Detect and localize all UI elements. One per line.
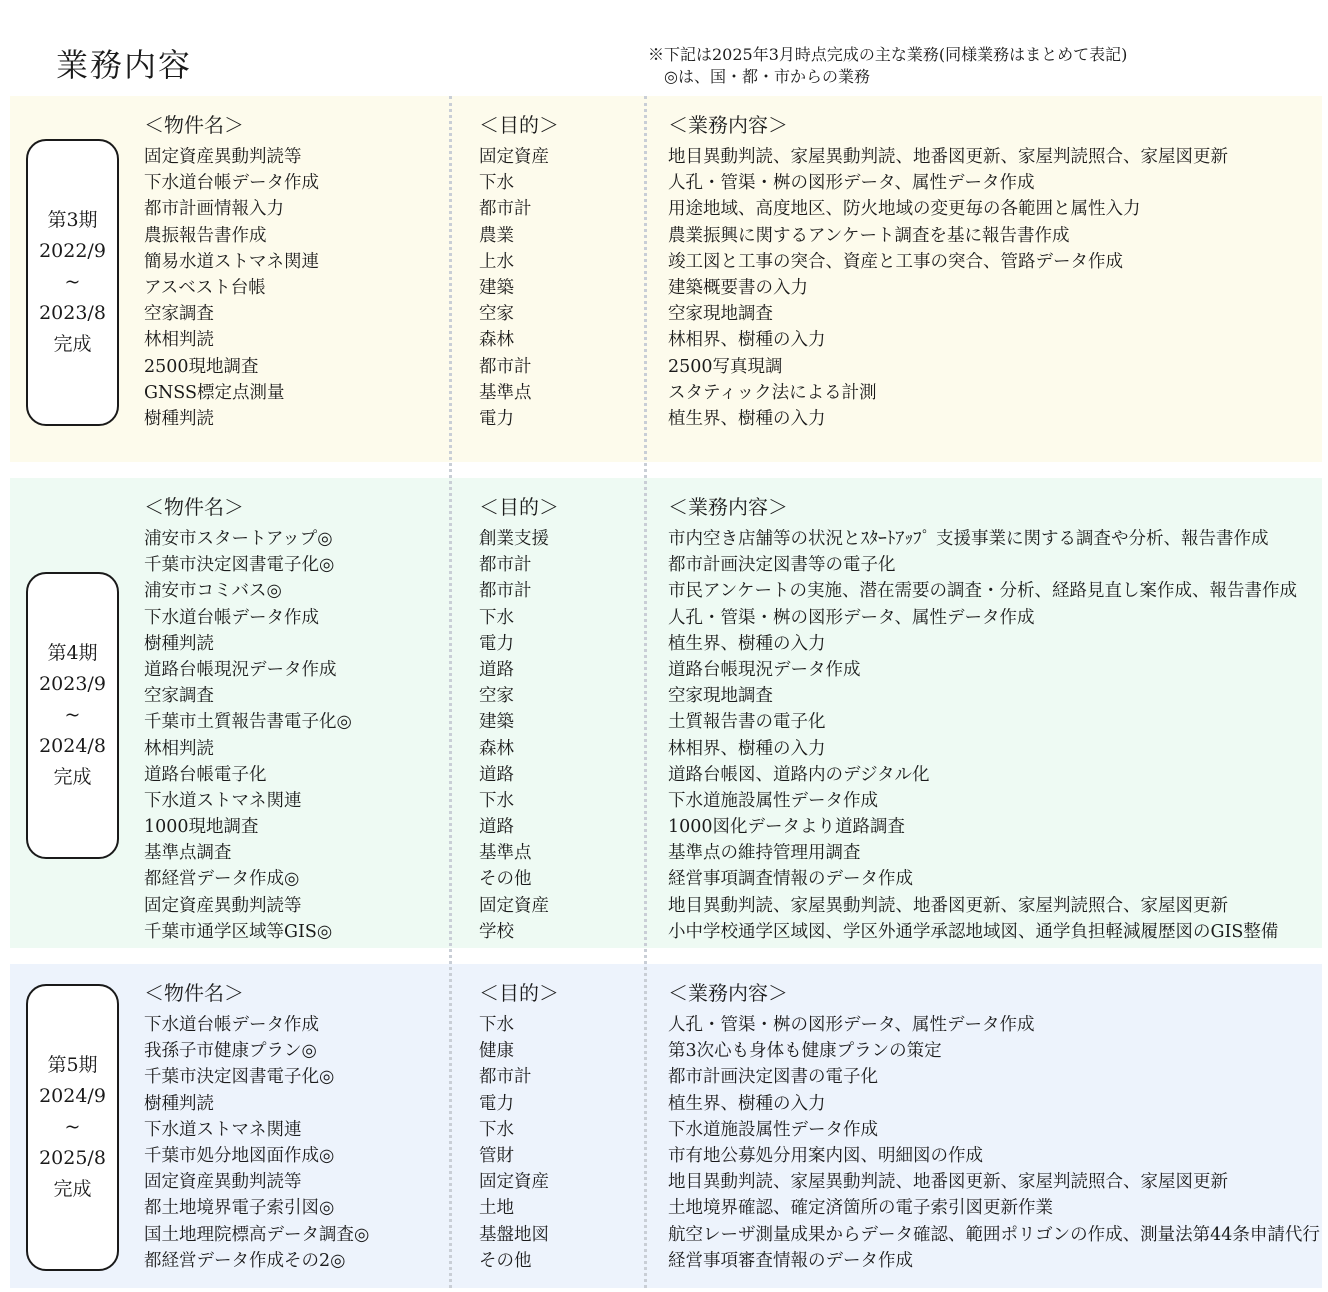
project-content: 植生界、樹種の入力 — [668, 408, 826, 429]
project-purpose: 管財 — [479, 1145, 514, 1166]
project-content: 建築概要書の入力 — [668, 277, 808, 298]
project-name: GNSS標定点測量 — [144, 382, 285, 403]
project-name: 都経営データ作成その2◎ — [144, 1250, 346, 1271]
project-purpose: 下水 — [479, 1015, 514, 1035]
project-content: 植生界、樹種の入力 — [668, 633, 826, 654]
project-name: 農振報告書作成 — [144, 225, 267, 246]
column-divider — [644, 96, 647, 1288]
page-note: ※下記は2025年3月時点完成の主な業務(同様業務はまとめて表記) ◎は、国・都・市からの業務 — [648, 45, 1128, 86]
project-name: 樹種判読 — [144, 408, 214, 429]
project-purpose: 森林 — [479, 330, 514, 351]
project-purpose: 基準点 — [479, 382, 532, 403]
project-purpose: 上水 — [479, 251, 514, 272]
period-section-5 — [10, 964, 1322, 1288]
project-content: 道路台帳現況データ作成 — [668, 659, 861, 680]
project-name: 下水道ストマネ関連 — [144, 1119, 302, 1140]
project-purpose: 道路 — [479, 659, 514, 680]
project-name: 下水道台帳データ作成 — [144, 173, 319, 194]
project-content: 市有地公募処分用案内図、明細図の作成 — [668, 1145, 983, 1166]
period-label: 第3期 2022/9 ~ 2023/8 完成 — [39, 209, 106, 355]
project-purpose: 健康 — [479, 1041, 514, 1062]
project-name: 2500現地調査 — [144, 356, 259, 377]
project-name: 千葉市決定図書電子化◎ — [144, 555, 335, 576]
purpose-list — [479, 1012, 549, 1274]
project-content: 下水道施設属性データ作成 — [668, 1119, 878, 1140]
project-purpose: 創業支援 — [479, 529, 549, 549]
project-purpose: 建築 — [479, 712, 514, 733]
project-name: 浦安市コミバス◎ — [144, 581, 282, 602]
project-content: 用途地域、高度地区、防火地域の変更毎の各範囲と属性入力 — [668, 199, 1141, 220]
project-content: 経営事項調査情報のデータ作成 — [668, 869, 913, 890]
page-title: 業務内容 — [56, 46, 193, 84]
project-name: 1000現地調査 — [144, 817, 259, 838]
project-content: 都市計画決定図書等の電子化 — [668, 555, 896, 576]
project-name: 道路台帳現況データ作成 — [144, 659, 337, 680]
project-purpose: 下水 — [479, 790, 514, 811]
project-content: 地目異動判読、家屋異動判読、地番図更新、家屋判読照合、家屋図更新 — [668, 895, 1228, 916]
project-name: 千葉市処分地図面作成◎ — [144, 1145, 335, 1166]
project-name: 浦安市スタートアップ◎ — [144, 529, 333, 549]
project-content: 市民アンケートの実施、潜在需要の調査・分析、経路見直し案作成、報告書作成 — [668, 581, 1297, 602]
project-purpose: その他 — [479, 869, 532, 890]
project-purpose: 固定資産 — [479, 1172, 549, 1193]
project-name: 基準点調査 — [144, 843, 232, 864]
project-purpose: 下水 — [479, 173, 514, 194]
project-content: 空家現地調査 — [668, 686, 773, 707]
project-content: 市内空き店舗等の状況とｽﾀｰﾄｱｯﾌﾟ 支援事業に関する調査や分析、報告書作成 — [668, 529, 1269, 549]
project-content: 第3次心も身体も健康プランの策定 — [668, 1041, 942, 1062]
project-name: 林相判読 — [144, 738, 214, 759]
project-content: 地目異動判読、家屋異動判読、地番図更新、家屋判読照合、家屋図更新 — [668, 147, 1228, 167]
content-header: ＜業務内容＞ — [668, 495, 788, 519]
period-label: 第5期 2024/9 ~ 2025/8 完成 — [39, 1054, 106, 1200]
name-list — [144, 144, 319, 432]
project-name: 下水道ストマネ関連 — [144, 790, 302, 811]
project-purpose: 空家 — [479, 686, 514, 707]
project-purpose: 森林 — [479, 738, 514, 759]
purpose-header: ＜目的＞ — [479, 113, 559, 137]
project-name: 空家調査 — [144, 304, 214, 325]
project-name: 固定資産異動判読等 — [144, 147, 302, 167]
project-content: スタティック法による計測 — [668, 382, 877, 403]
project-purpose: 農業 — [479, 225, 514, 246]
project-content: 林相界、樹種の入力 — [668, 330, 826, 351]
name-header: ＜物件名＞ — [144, 113, 244, 137]
column-divider — [449, 96, 452, 1288]
project-purpose: 土地 — [479, 1198, 514, 1219]
project-content: 下水道施設属性データ作成 — [668, 790, 878, 811]
project-content: 2500写真現調 — [668, 356, 783, 377]
project-name: 樹種判読 — [144, 633, 214, 654]
project-content: 航空レーザ測量成果からデータ確認、範囲ポリゴンの作成、測量法第44条申請代行 — [668, 1224, 1320, 1245]
project-name: 林相判読 — [144, 330, 214, 351]
purpose-list — [479, 526, 549, 945]
project-content: 林相界、樹種の入力 — [668, 738, 826, 759]
project-content: 土質報告書の電子化 — [668, 712, 826, 733]
project-purpose: 学校 — [479, 921, 514, 942]
project-name: 都土地境界電子索引図◎ — [144, 1198, 335, 1219]
project-content: 人孔・管渠・桝の図形データ、属性データ作成 — [668, 607, 1035, 628]
content-list — [668, 526, 1297, 945]
period-badge — [26, 139, 119, 426]
project-purpose: 都市計 — [479, 1067, 532, 1088]
project-name: 千葉市土質報告書電子化◎ — [144, 712, 352, 733]
name-list — [144, 1012, 369, 1274]
project-content: 小中学校通学区域図、学区外通学承認地域図、通学負担軽減履歴図のGIS整備 — [668, 921, 1279, 942]
project-purpose: 道路 — [479, 817, 514, 838]
project-name: 固定資産異動判読等 — [144, 1172, 302, 1193]
project-purpose: 建築 — [479, 277, 514, 298]
project-name: 下水道台帳データ作成 — [144, 607, 319, 628]
project-purpose: 都市計 — [479, 356, 532, 377]
project-purpose: 道路 — [479, 764, 514, 785]
period-badge — [26, 572, 119, 859]
project-content: 土地境界確認、確定済箇所の電子索引図更新作業 — [668, 1198, 1053, 1219]
project-purpose: 空家 — [479, 304, 514, 325]
project-content: 1000図化データより道路調査 — [668, 817, 906, 838]
content-list — [668, 1012, 1320, 1274]
project-content: 地目異動判読、家屋異動判読、地番図更新、家屋判読照合、家屋図更新 — [668, 1172, 1228, 1193]
project-purpose: 都市計 — [479, 555, 532, 576]
project-content: 竣工図と工事の突合、資産と工事の突合、管路データ作成 — [668, 251, 1123, 272]
project-name: 国土地理院標高データ調査◎ — [144, 1224, 370, 1245]
project-name: 道路台帳電子化 — [144, 764, 267, 785]
project-name: アスベスト台帳 — [144, 277, 266, 298]
project-purpose: 電力 — [479, 633, 514, 654]
purpose-list — [479, 144, 549, 432]
purpose-header: ＜目的＞ — [479, 981, 559, 1005]
project-purpose: 電力 — [479, 408, 514, 429]
period-label: 第4期 2023/9 ~ 2024/8 完成 — [39, 642, 106, 788]
project-name: 我孫子市健康プラン◎ — [144, 1041, 317, 1062]
content-header: ＜業務内容＞ — [668, 981, 788, 1005]
project-name: 千葉市通学区域等GIS◎ — [144, 921, 333, 942]
period-section-4 — [10, 478, 1322, 948]
project-purpose: 固定資産 — [479, 147, 549, 167]
project-purpose: 基盤地図 — [479, 1224, 549, 1245]
project-purpose: 電力 — [479, 1093, 514, 1114]
project-content: 植生界、樹種の入力 — [668, 1093, 826, 1114]
project-content: 道路台帳図、道路内のデジタル化 — [668, 764, 930, 785]
project-name: 都市計画情報入力 — [144, 199, 284, 220]
content-header: ＜業務内容＞ — [668, 113, 788, 137]
project-content: 都市計画決定図書の電子化 — [668, 1067, 878, 1088]
project-content: 基準点の維持管理用調査 — [668, 843, 861, 864]
project-content: 人孔・管渠・桝の図形データ、属性データ作成 — [668, 173, 1035, 194]
project-purpose: 都市計 — [479, 581, 532, 602]
project-name: 下水道台帳データ作成 — [144, 1015, 319, 1035]
project-name: 空家調査 — [144, 686, 214, 707]
purpose-header: ＜目的＞ — [479, 495, 559, 519]
project-content: 経営事項審査情報のデータ作成 — [668, 1250, 913, 1271]
project-purpose: 下水 — [479, 607, 514, 628]
project-name: 樹種判読 — [144, 1093, 214, 1114]
project-purpose: 固定資産 — [479, 895, 549, 916]
project-name: 都経営データ作成◎ — [144, 869, 300, 890]
project-purpose: 基準点 — [479, 843, 532, 864]
project-name: 簡易水道ストマネ関連 — [144, 251, 319, 272]
period-badge — [26, 984, 119, 1271]
project-content: 空家現地調査 — [668, 304, 773, 325]
project-content: 人孔・管渠・桝の図形データ、属性データ作成 — [668, 1015, 1035, 1035]
project-purpose: 下水 — [479, 1119, 514, 1140]
name-header: ＜物件名＞ — [144, 495, 244, 519]
project-purpose: その他 — [479, 1250, 532, 1271]
content-list — [668, 144, 1228, 432]
period-section-3 — [10, 96, 1322, 462]
name-header: ＜物件名＞ — [144, 981, 244, 1005]
project-name: 千葉市決定図書電子化◎ — [144, 1067, 335, 1088]
project-content: 農業振興に関するアンケート調査を基に報告書作成 — [668, 225, 1070, 246]
project-name: 固定資産異動判読等 — [144, 895, 302, 916]
name-list — [144, 526, 352, 945]
project-purpose: 都市計 — [479, 199, 532, 220]
